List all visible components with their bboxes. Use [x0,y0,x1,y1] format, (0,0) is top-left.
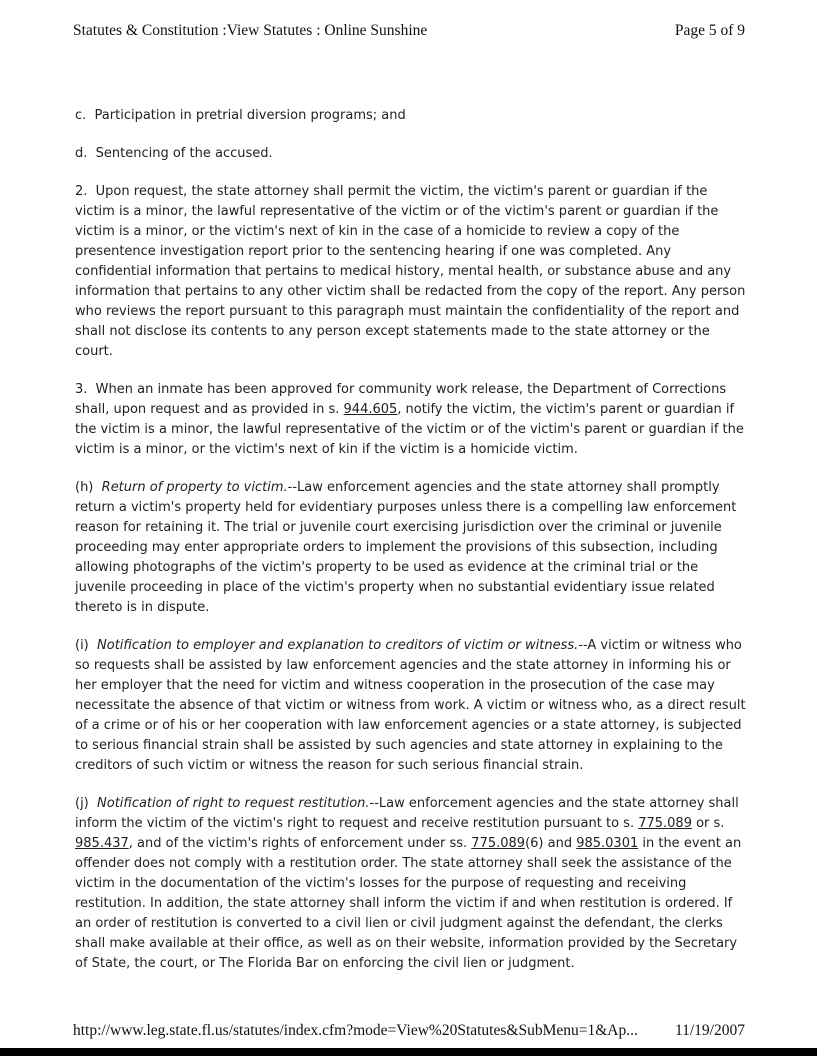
statute-paragraph [75,794,746,974]
paragraph-text: c. Participation in pretrial diversion programs; and [75,108,406,123]
paragraph-text: --Law enforcement agencies and the state attorney shall promptly return a victim's property held for evidentiary purposes unless there is a compelling law enforcement reason for retaining it. The trial or juvenile court exercising jurisdiction over the criminal or juvenile proceeding may enter appropriate orders to implement the provisions of this subsection, including allowing photographs of the victim's property to be used as evidence at the criminal trial or the juvenile proceeding in place of the victim's property when no substantial evidentiary issue related thereto is in dispute. [75,480,741,615]
statute-subsection-title: Return of property to victim. [101,480,288,495]
statute-paragraph [75,182,750,362]
statute-paragraph [75,478,746,618]
paragraph-text: d. Sentencing of the accused. [75,146,273,161]
page-edge-bar [0,1048,817,1056]
statute-link[interactable]: 775.089 [471,836,526,851]
statute-subsection-title: Notification to employer and explanation to creditors of victim or witness. [97,638,579,653]
statute-paragraph [75,106,746,126]
statute-paragraph [75,636,750,776]
footer-date: 11/19/2007 [674,1022,745,1039]
print-footer [73,1022,745,1040]
statute-link[interactable]: 775.089 [638,816,692,831]
statute-paragraph [75,380,749,460]
paragraph-text: (i) [75,638,98,653]
paragraph-text: --Law enforcement agencies and the state attorney shall inform the victim of the victim's right to request and receive restitution pursuant to s. [75,796,743,831]
statute-subsection-title: Notification of right to request restitution. [97,796,370,811]
footer-url: http://www.leg.state.fl.us/statutes/index.cfm?mode=View%20Statutes&SubMenu=1&Ap... [73,1022,638,1039]
header-page-number: Page 5 of 9 [674,22,745,39]
statute-link[interactable]: 985.0301 [576,836,639,851]
paragraph-text: or s. [691,816,729,831]
paragraph-text: (j) [75,796,98,811]
paragraph-text: (h) [75,480,102,495]
paragraph-text: in the event an offender does not comply with a restitution order. The state attorney shall seek the assistance of the victim in the documentation of the victim's losses for the purpose of requesting and receiving restitution. In addition, the state attorney shall inform the victim if and when restitution is ordered. If an order of restitution is converted to a civil lien or civil judgment against the defendant, the clerks shall make available at their office, as well as on their website, information provided by the Secretary of State, the court, or The Florida Bar on enforcing the civil lien or judgment. [75,836,746,971]
document-body [75,106,750,992]
header-title: Statutes & Constitution :View Statutes : Online Sunshine [73,22,428,39]
paragraph-text: , and of the victim's rights of enforcement under ss. [128,836,472,851]
paragraph-text: , notify the victim, the victim's parent or guardian if the victim is a minor, the lawful representative of the victim or of the victim's parent or guardian if the victim is a minor, or the victim's next of kin if the victim is a homicide victim. [75,402,749,457]
print-header [73,22,745,40]
paragraph-text: 2. Upon request, the state attorney shall permit the victim, the victim's parent or guardian if the victim is a minor, the lawful representative of the victim or of the victim's parent or guardian if the victim is a minor, or the victim's next of kin in the case of a homicide to review a copy of the presentence investigation report prior to the sentencing hearing if one was completed. Any confidential information that pertains to medical history, mental health, or substance abuse and any information that pertains to any other victim shall be redacted from the copy of the report. Any person who reviews the report pursuant to this paragraph must maintain the confidentiality of the report and shall not disclose its contents to any person except statements made to the state attorney or the court. [75,184,750,359]
statute-link[interactable]: 985.437 [75,836,129,851]
paragraph-text: 3. When an inmate has been approved for community work release, the Department of Corrections shall, upon request and as provided in s. [75,382,731,417]
paragraph-text: --A victim or witness who so requests shall be assisted by law enforcement agencies and the state attorney in informing his or her employer that the need for victim and witness cooperation in the prosecution of the case may necessitate the absence of that victim or witness from work. A victim or witness who, as a direct result of a crime or of his or her cooperation with law enforcement agencies or a state attorney, is subjected to serious financial strain shall be assisted by such agencies and state attorney in explaining to the creditors of such victim or witness the reason for such serious financial strain. [75,638,750,773]
statute-paragraph [75,144,746,164]
paragraph-text: (6) and [525,836,577,851]
statute-link[interactable]: 944.605 [343,402,398,417]
